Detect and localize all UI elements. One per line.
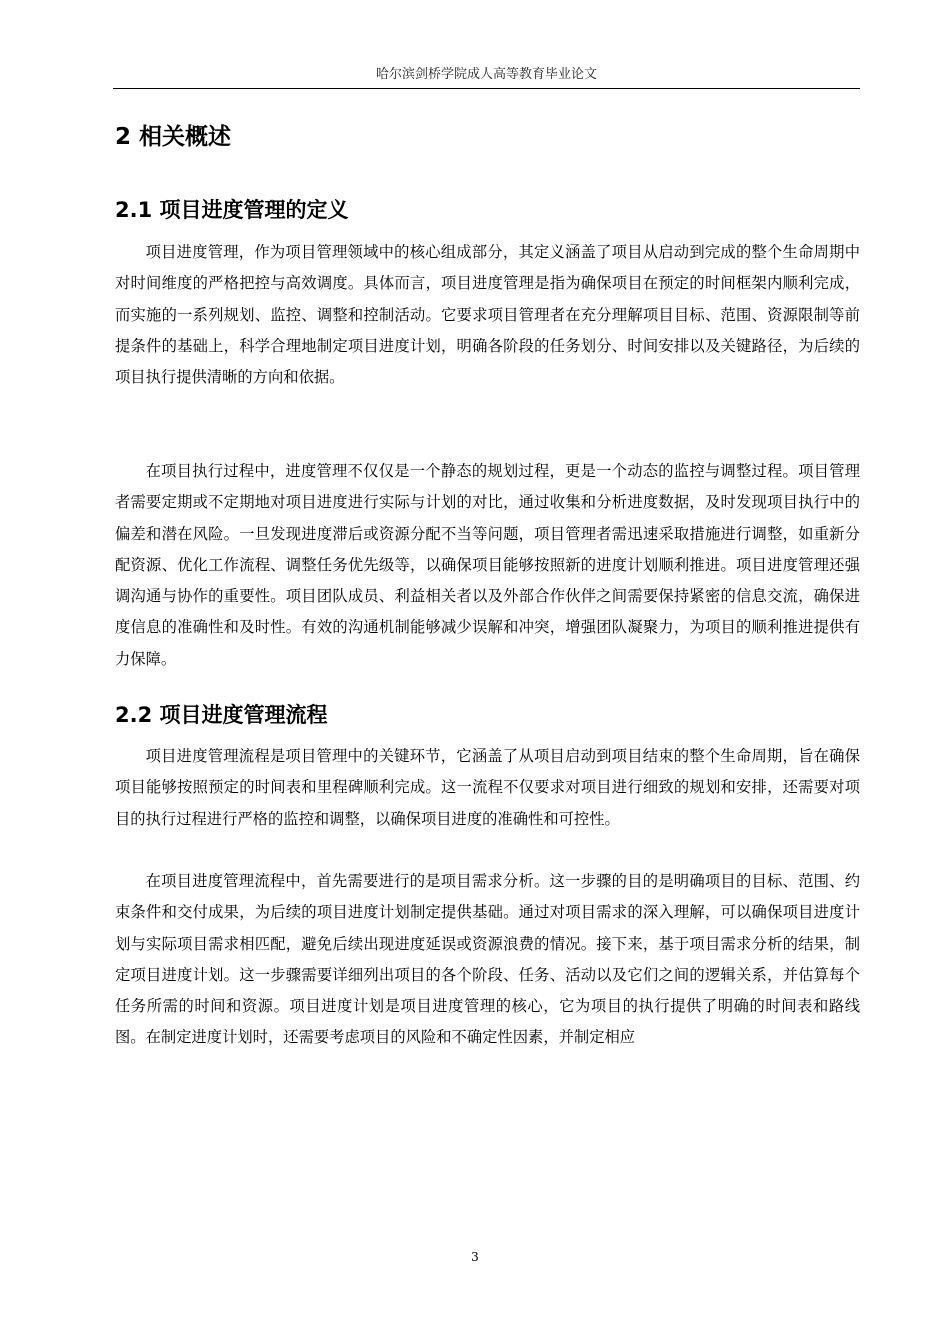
header-divider [113,88,860,89]
paragraph-2-2-1: 项目进度管理流程是项目管理中的关键环节，它涵盖了从项目启动到项目结束的整个生命周期，旨在确保项目能够按照预定的时间表和里程碑顺利完成。这一流程不仅要求对项目进行细致的规划和安排，还需要对项目的执行过程进行严格的监控和调整，以确保项目进度的准确性和可控性。 [115,747,860,828]
paragraph-2-1-2: 在项目执行过程中，进度管理不仅仅是一个静态的规划过程，更是一个动态的监控与调整过程。项目管理者需要定期或不定期地对项目进度进行实际与计划的对比，通过收集和分析进度数据，及时发现项目执行中的偏差和潜在风险。一旦发现进度滞后或资源分配不当等问题，项目管理者需迅速采取措施进行调整，如重新分配资源、优化工作流程、调整任务优先级等，以确保项目能够按照新的进度计划顺利推进。项目进度管理还强调沟通与协作的重要性。项目团队成员、利益相关者以及外部合作伙伴之间需要保持紧密的信息交流，确保进度信息的准确性和及时性。有效的沟通机制能够减少误解和冲突，增强团队凝聚力，为项目的顺利推进提供有力保障。 [115,462,860,668]
page-number: 3 [471,1250,479,1264]
paragraph-2-2-2: 在项目进度管理流程中，首先需要进行的是项目需求分析。这一步骤的目的是明确项目的目标、范围、约束条件和交付成果，为后续的项目进度计划制定提供基础。通过对项目需求的深入理解，可以确保项目进度计划与实际项目需求相匹配，避免后续出现进度延误或资源浪费的情况。接下来，基于项目需求分析的结果，制定项目进度计划。这一步骤需要详细列出项目的各个阶段、任务、活动以及它们之间的逻辑关系，并估算每个任务所需的时间和资源。项目进度计划是项目进度管理的核心，它为项目的执行提供了明确的时间表和路线图。在制定进度计划时，还需要考虑项目的风险和不确定性因素，并制定相应 [115,872,860,1047]
section-title-2-1: 2.1 项目进度管理的定义 [115,198,349,222]
chapter-title: 2 相关概述 [115,124,232,150]
section-title-2-2: 2.2 项目进度管理流程 [115,703,328,727]
running-header: 哈尔滨剑桥学院成人高等教育毕业论文 [375,67,597,82]
paragraph-2-1-1: 项目进度管理，作为项目管理领域中的核心组成部分，其定义涵盖了项目从启动到完成的整个生命周期中对时间维度的严格把控与高效调度。具体而言，项目进度管理是指为确保项目在预定的时间框架内顺利完成，而实施的一系列规划、监控、调整和控制活动。它要求项目管理者在充分理解项目目标、范围、资源限制等前提条件的基础上，科学合理地制定项目进度计划，明确各阶段的任务划分、时间安排以及关键路径，为后续的项目执行提供清晰的方向和依据。 [115,243,860,387]
